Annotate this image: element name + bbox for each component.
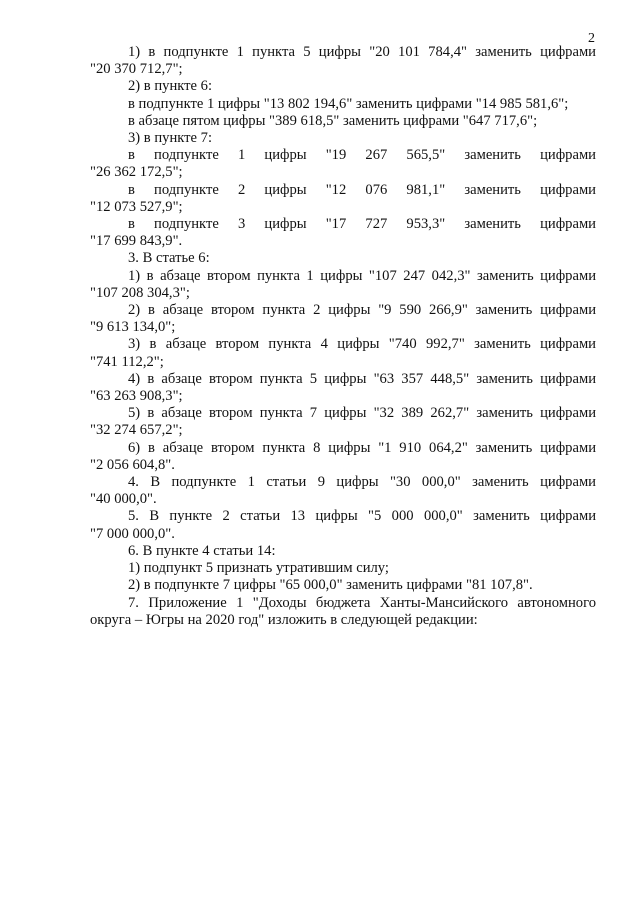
paragraph-continuation: "7 000 000,0". <box>90 525 175 542</box>
paragraph: 6) в абзаце втором пункта 8 цифры "1 910 064,2" заменить цифрами <box>128 439 596 456</box>
paragraph: 6. В пункте 4 статьи 14: <box>128 542 276 559</box>
paragraph-continuation: "40 000,0". <box>90 491 157 508</box>
document-body <box>90 44 596 629</box>
paragraph-continuation: округа – Югры на 2020 год" изложить в следующей редакции: <box>90 611 478 628</box>
paragraph: в подпункте 3 цифры "17 727 953,3" заменить цифрами <box>128 216 596 233</box>
paragraph: 5. В пункте 2 статьи 13 цифры "5 000 000,0" заменить цифрами <box>128 508 596 525</box>
paragraph: 2) в подпункте 7 цифры "65 000,0" заменить цифрами "81 107,8". <box>128 577 533 594</box>
paragraph: в подпункте 1 цифры "13 802 194,6" заменить цифрами "14 985 581,6"; <box>128 95 569 112</box>
paragraph: 7. Приложение 1 "Доходы бюджета Ханты-Мансийского автономного <box>128 594 596 611</box>
paragraph: 1) в абзаце втором пункта 1 цифры "107 247 042,3" заменить цифрами <box>128 267 596 284</box>
paragraph-continuation: "2 056 604,8". <box>90 456 175 473</box>
paragraph: 2) в абзаце втором пункта 2 цифры "9 590 266,9" заменить цифрами <box>128 302 596 319</box>
paragraph: 5) в абзаце втором пункта 7 цифры "32 389 262,7" заменить цифрами <box>128 405 596 422</box>
paragraph-continuation: "20 370 712,7"; <box>90 61 183 78</box>
paragraph-continuation: "17 699 843,9". <box>90 233 183 250</box>
paragraph: 3) в абзаце втором пункта 4 цифры "740 992,7" заменить цифрами <box>128 336 596 353</box>
paragraph-continuation: "9 613 134,0"; <box>90 319 176 336</box>
paragraph-continuation: "741 112,2"; <box>90 353 164 370</box>
paragraph-continuation: "32 274 657,2"; <box>90 422 183 439</box>
paragraph: 3) в пункте 7: <box>128 130 213 147</box>
paragraph: 2) в пункте 6: <box>128 78 213 95</box>
paragraph-continuation: "63 263 908,3"; <box>90 388 183 405</box>
paragraph: 1) подпункт 5 признать утратившим силу; <box>128 560 389 577</box>
paragraph-continuation: "12 073 527,9"; <box>90 198 183 215</box>
paragraph: 4. В подпункте 1 статьи 9 цифры "30 000,0" заменить цифрами <box>128 474 596 491</box>
paragraph: в подпункте 1 цифры "19 267 565,5" заменить цифрами <box>128 147 596 164</box>
paragraph-continuation: "107 208 304,3"; <box>90 284 190 301</box>
paragraph: 1) в подпункте 1 пункта 5 цифры "20 101 784,4" заменить цифрами <box>128 44 596 60</box>
paragraph: 4) в абзаце втором пункта 5 цифры "63 357 448,5" заменить цифрами <box>128 370 596 387</box>
paragraph-continuation: "26 362 172,5"; <box>90 164 183 181</box>
page-number: 2 <box>588 31 595 46</box>
paragraph: в подпункте 2 цифры "12 076 981,1" заменить цифрами <box>128 181 596 198</box>
paragraph: 3. В статье 6: <box>128 250 210 267</box>
paragraph: в абзаце пятом цифры "389 618,5" заменить цифрами "647 717,6"; <box>128 112 538 129</box>
